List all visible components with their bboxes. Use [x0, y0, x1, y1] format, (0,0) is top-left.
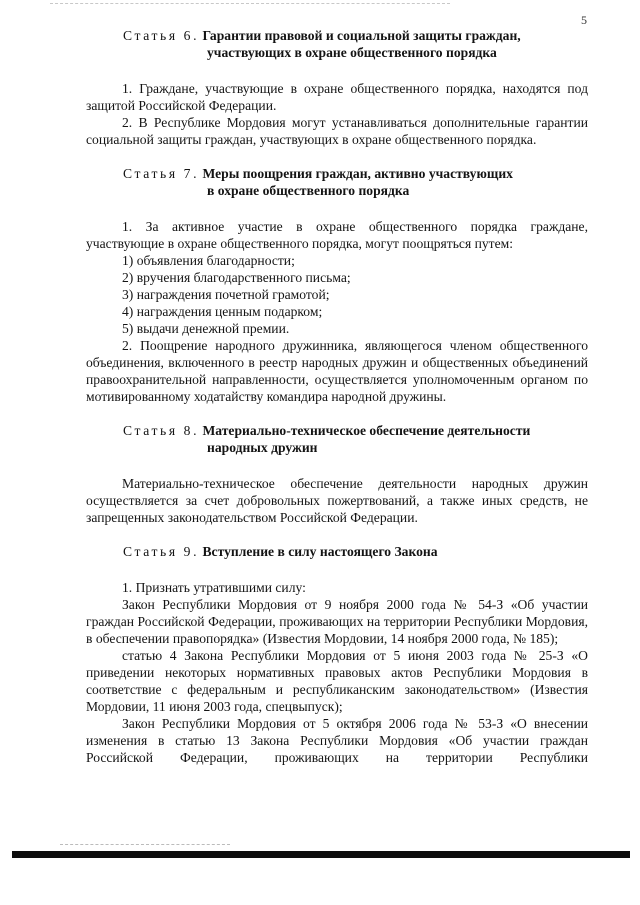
list-item: 4) награждения ценным подарком;: [122, 304, 323, 319]
article-8-label: Статья 8.: [123, 423, 200, 438]
article-9-heading: [86, 543, 588, 560]
article-9-paragraph-4: Закон Республики Мордовия от 5 октября 2006 года № 53-З «О внесении изменения в статью 13 Закона Республики Мордовия «Об участии граждан Российской Федерации, проживающих на территории Республики: [86, 716, 588, 765]
article-8-heading: [86, 422, 588, 456]
article-7-heading: [86, 165, 588, 199]
list-item: 5) выдачи денежной премии.: [122, 321, 290, 336]
article-6-paragraph-2: 2. В Республике Мордовия могут устанавливаться дополнительные гарантии социальной защиты граждан, участвующих в охране общественного порядка.: [86, 115, 588, 147]
article-7-title-line2: в охране общественного порядка: [207, 183, 410, 198]
scan-artifact-top: [50, 3, 450, 4]
article-6-label: Статья 6.: [123, 28, 200, 43]
list-item: 3) награждения почетной грамотой;: [122, 287, 330, 302]
article-9-label: Статья 9.: [123, 544, 200, 559]
article-7-paragraph-2: 2. Поощрение народного дружинника, являющегося членом общественного объединения, включенного в реестр народных дружин и общественных объединений правоохранительной направленности, осуществляется уполномоченным органом по мотивированному ходатайству командира народной дружины.: [86, 338, 588, 404]
article-9-title: Вступление в силу настоящего Закона: [202, 544, 438, 559]
scan-artifact-bottom: [60, 844, 230, 845]
article-7-label: Статья 7.: [123, 166, 200, 181]
article-9-paragraph-3: статью 4 Закона Республики Мордовия от 5 июня 2003 года № 25-З «О приведении некоторых нормативных правовых актов Республики Мордовия в соответствие с федеральным и республиканским законодательством» (Известия Мордовии, 11 июня 2003 года, спецвыпуск);: [86, 648, 588, 714]
article-9-paragraph-1: 1. Признать утратившими силу:: [122, 580, 306, 595]
article-9-paragraph-2: Закон Республики Мордовия от 9 ноября 2000 года № 54-З «Об участии граждан Российской Федерации, проживающих на территории Республики Мордовия, в обеспечении правопорядка» (Известия Мордовии, 14 ноября 2000 года, № 185);: [86, 597, 588, 646]
article-6-title-line2: участвующих в охране общественного порядка: [207, 45, 497, 60]
page-number: 5: [581, 13, 587, 27]
scan-edge-bar: [12, 851, 630, 858]
list-item: 1) объявления благодарности;: [122, 253, 295, 268]
article-8-title-line2: народных дружин: [207, 440, 318, 455]
article-7-paragraph-1: 1. За активное участие в охране общественного порядка граждане, участвующие в охране общественного порядка, могут поощряться путем:: [86, 219, 588, 251]
article-8-paragraph-1: Материально-техническое обеспечение деятельности народных дружин осуществляется за счет добровольных пожертвований, а также иных средств, не запрещенных законодательством Российской Федерации.: [86, 476, 588, 525]
article-6-title-line1: Гарантии правовой и социальной защиты граждан,: [202, 28, 521, 43]
list-item: 2) вручения благодарственного письма;: [122, 270, 351, 285]
article-6-paragraph-1: 1. Граждане, участвующие в охране общественного порядка, находятся под защитой Российской Федерации.: [86, 81, 588, 113]
article-7-title-line1: Меры поощрения граждан, активно участвующих: [202, 166, 513, 181]
article-8-title-line1: Материально-техническое обеспечение деятельности: [202, 423, 531, 438]
article-6-heading: [86, 27, 588, 61]
document-body: [86, 27, 588, 766]
